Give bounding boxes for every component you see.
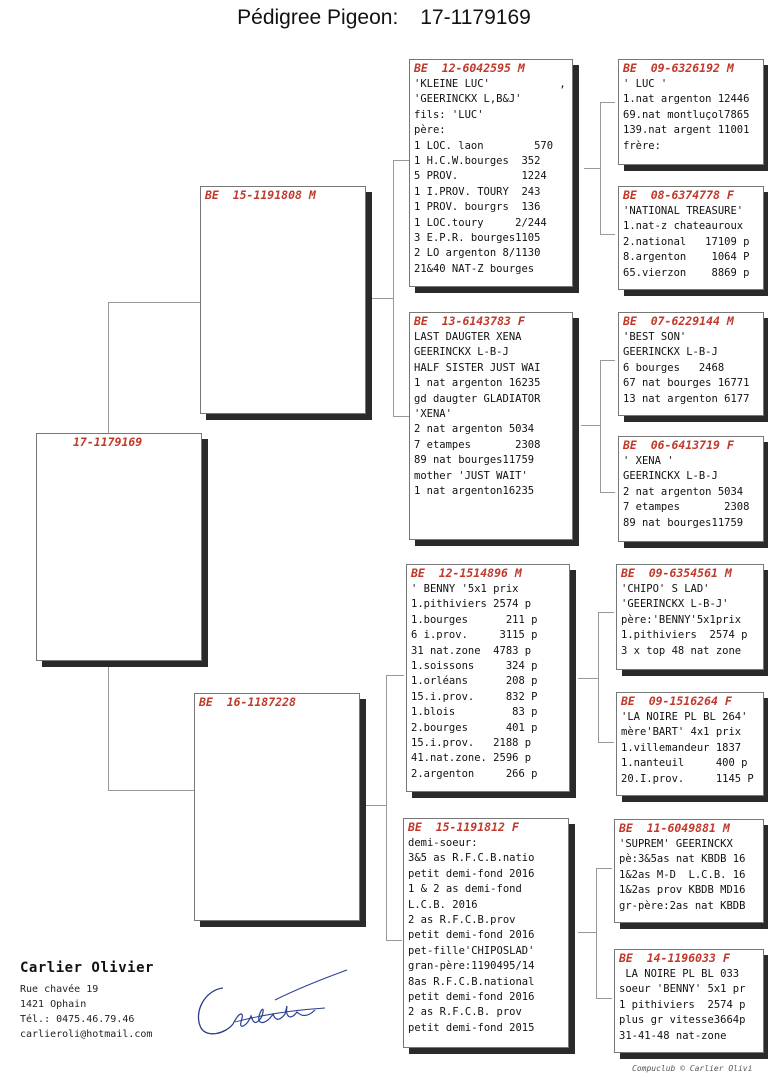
dam-dam-card [403,818,569,1048]
connector [581,425,601,426]
info-line: 1 H.C.W.bourges 352 [414,155,541,168]
connector [393,416,409,417]
dsd-card [616,692,764,796]
info-line: 1&2as M-D L.C.B. 16 [619,868,746,881]
sire-dam-ring-number: BE 13-6143783 F [414,314,525,328]
info-line: 41.nat.zone. 2596 p [411,752,532,765]
info-line: 3 x top 48 nat zone [621,644,742,657]
info-line: 67 nat bourges 16771 [623,377,750,390]
info-line: 'XENA' [414,408,452,421]
info-line: 1.pithiviers 2574 p [621,629,748,642]
sire-sire-info [410,77,572,277]
dds-card [614,819,764,923]
owner-city: 1421 Ophain [20,999,87,1010]
info-line: 2 as R.F.C.B.prov [408,914,516,927]
info-line: 7 etampes 2308 [414,438,541,451]
subject-ring-number: 17-1179169 [73,435,143,449]
info-line: 1.bourges 211 p [411,613,538,626]
info-line: 20.I.prov. 1145 P [621,772,754,785]
owner-block [20,960,154,1042]
dam-card [194,693,360,921]
info-line: fils: 'LUC' [414,108,484,121]
info-line: 1 LOC. laon 570 [414,139,554,152]
info-line: 2 nat argenton 5034 [623,485,744,498]
ddd-ring-number: BE 14-1196033 F [619,951,730,965]
info-line: 8.argenton 1064 P [623,251,750,264]
sds-card [618,312,764,416]
connector [386,940,402,941]
info-line: mother 'JUST WAIT' [414,469,528,482]
info-line: 1&2as prov KBDB MD16 [619,884,746,897]
connector [596,998,612,999]
info-line: LA NOIRE PL BL 033 [619,968,740,980]
connector [584,168,601,169]
info-line: 3&5 as R.F.C.B.natio [408,852,535,865]
info-line: 6 bourges 2468 [623,361,725,374]
info-line: L.C.B. 2016 [408,898,478,911]
connector [386,675,404,676]
sss-ring-number: BE 09-6326192 M [623,61,734,75]
info-line: ' LUC ' [623,78,668,90]
info-line: mère'BART' 4x1 prix [621,726,742,739]
info-line: 2.national 17109 p [623,235,750,248]
info-line: 2 as R.F.C.B. prov [408,1006,522,1019]
connector [600,102,615,103]
dss-ring-number: BE 09-6354561 M [621,566,732,580]
dam-sire-info [407,582,569,782]
sds-ring-number: BE 07-6229144 M [623,314,734,328]
info-line: 'GEERINCKX L-B-J' [621,598,729,611]
info-line: 1 PROV. bourgrs 136 [414,201,541,214]
connector [596,868,612,869]
connector [108,790,194,791]
connector [393,160,394,416]
info-line: 1.nat argenton 12446 [623,93,750,106]
info-line: 13 nat argenton 6177 [623,392,750,405]
sire-sire-ring-number: BE 12-6042595 M [414,61,525,75]
info-line: 2 nat argenton 5034 [414,423,535,436]
info-line: 1 I.PROV. TOURY 243 [414,185,541,198]
sdd-ring-number: BE 06-6413719 F [623,438,734,452]
info-line: gd daugter GLADIATOR [414,392,541,405]
info-line: pè:3&5as nat KBDB 16 [619,853,746,866]
sire-sire-card [409,59,573,287]
ssd-ring-number: BE 08-6374778 F [623,188,734,202]
sire-card [200,186,366,414]
connector [600,360,615,361]
sire-dam-info [410,330,572,499]
connector [596,868,597,998]
info-line: 1.nanteuil 400 p [621,757,748,770]
info-line: 2 LO argenton 8/1130 [414,247,541,260]
info-line: 'NATIONAL TREASURE' [623,205,744,217]
info-line: 1.nat-z chateauroux [623,220,744,233]
dds-ring-number: BE 11-6049881 M [619,821,730,835]
connector [578,932,597,933]
dsd-ring-number: BE 09-1516264 F [621,694,732,708]
info-line: 1.orléans 208 p [411,675,538,688]
info-line: 6 i.prov. 3115 p [411,629,538,642]
owner-name: Carlier Olivier [20,960,154,976]
info-line: 1.villemandeur 1837 [621,741,742,754]
info-line: 1.soissons 324 p [411,660,538,673]
info-line: 7 etampes 2308 [623,501,750,514]
info-line: petit demi-fond 2015 [408,1021,535,1034]
ssd-card [618,186,764,290]
subject-card [36,433,202,661]
connector [598,742,614,743]
dam-dam-ring-number: BE 15-1191812 F [408,820,519,834]
connector [108,660,109,790]
info-line: 2.argenton 266 p [411,767,538,780]
info-line: 139.nat argent 11001 [623,124,750,137]
info-line: gran-père:1190495/14 [408,960,535,973]
info-line: 2.bourges 401 p [411,721,538,734]
info-line: 69.nat montluçol7865 [623,108,750,121]
info-line: GEERINCKX L-B-J [623,470,718,483]
info-line: 5 PROV. 1224 [414,170,547,183]
info-line: gr-père:2as nat KBDB [619,899,746,912]
info-line: 8as R.F.C.B.national [408,975,535,988]
dam-sire-ring-number: BE 12-1514896 M [411,566,522,580]
ddd-card [614,949,764,1053]
dam-sire-card [406,564,570,792]
title-label: Pédigree Pigeon: [237,6,399,29]
info-line: 1.blois 83 p [411,706,538,719]
info-line: GEERINCKX L-B-J [623,346,718,359]
info-line: 'CHIPO' S LAD' [621,583,710,595]
connector [598,612,599,742]
info-line: père:'BENNY'5x1prix [621,613,742,626]
info-line: petit demi-fond 2016 [408,929,535,942]
info-line: pet-fille'CHIPOSLAD' [408,944,535,957]
info-line: 1 pithiviers 2574 p [619,998,746,1011]
connector [600,492,615,493]
info-line: soeur 'BENNY' 5x1 pr [619,983,746,996]
info-line: plus gr vitesse3664p [619,1014,746,1027]
copyright-footer: Compuclub © Carlier Olivi [632,1064,753,1073]
title-number: 17-1179169 [420,6,531,29]
info-line: 21&40 NAT-Z bourges [414,262,535,275]
info-line: petit demi-fond 2016 [408,991,535,1004]
connector [598,612,614,613]
connector [386,675,387,940]
connector [372,298,394,299]
info-line: 15.i.prov. 2188 p [411,737,532,750]
info-line: frère: [623,139,661,152]
page-title [0,6,768,30]
info-line: HALF SISTER JUST WAI [414,361,541,374]
owner-street: Rue chavée 19 [20,984,99,995]
sire-dam-card [409,312,573,540]
info-line: 1 LOC.toury 2/244 [414,216,547,229]
info-line: père: [414,124,446,137]
info-line: 1 & 2 as demi-fond [408,883,522,896]
dam-dam-info [404,836,568,1036]
info-line: ' BENNY '5x1 prix [411,583,519,595]
connector [393,160,409,161]
owner-phone: Tél.: 0475.46.79.46 [20,1014,135,1025]
info-line: LAST DAUGTER XENA [414,331,522,343]
sss-card [618,59,764,165]
dam-ring-number: BE 16-1187228 [199,695,296,709]
info-line: 'BEST SON' [623,331,687,343]
info-line: 31-41-48 nat-zone [619,1029,727,1042]
connector [600,360,601,492]
connector [365,805,387,806]
info-line: GEERINCKX L-B-J [414,346,509,359]
dss-card [616,564,764,670]
owner-email: carlieroli@hotmail.com [20,1029,153,1040]
info-line: petit demi-fond 2016 [408,867,535,880]
connector [578,678,599,679]
info-line: 'GEERINCKX L,B&J' [414,93,522,106]
info-line: 89 nat bourges11759 [623,516,744,529]
info-line: 'KLEINE LUC' , [414,78,566,90]
info-line: 'SUPREM' GEERINCKX [619,838,733,850]
connector [108,302,200,303]
sire-ring-number: BE 15-1191808 M [205,188,316,202]
info-line: 31 nat.zone 4783 p [411,644,532,657]
connector [600,234,615,235]
info-line: 1 nat argenton16235 [414,485,535,498]
info-line: 1.pithiviers 2574 p [411,598,532,611]
info-line: 3 E.P.R. bourges1105 [414,232,541,245]
info-line: ' XENA ' [623,455,674,467]
info-line: demi-soeur: [408,837,478,849]
info-line: 15.i.prov. 832 P [411,690,538,703]
signature-icon [175,960,355,1050]
info-line: 65.vierzon 8869 p [623,266,750,279]
info-line: 1 nat argenton 16235 [414,377,541,390]
info-line: 'LA NOIRE PL BL 264' [621,711,748,723]
connector [108,302,109,434]
info-line: 89 nat bourges11759 [414,454,535,467]
sdd-card [618,436,764,542]
